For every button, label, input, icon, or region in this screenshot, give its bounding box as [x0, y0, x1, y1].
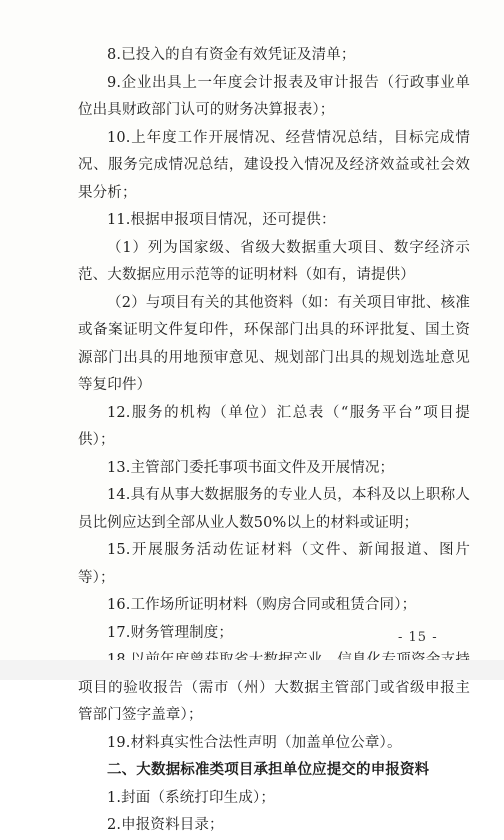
section-2-item-1: 1.封面（系统打印生成）；	[107, 789, 276, 806]
item-8: 8.已投入的自有资金有效凭证及清单；	[107, 47, 356, 63]
document-body	[78, 42, 470, 840]
item-11: 11.根据申报项目情况，还可提供：	[107, 212, 336, 228]
page-number: - 15 -	[398, 630, 438, 645]
item-9: 9.企业出具上一年度会计报表及审计报告（行政事业单位出具财政部门认可的财务决算报表）；	[78, 74, 470, 118]
item-14: 14.具有从事大数据服务的专业人员，本科及以上职称人员比例应达到全部从业人数50%以上的材料或证明；	[78, 487, 470, 531]
bottom-margin	[0, 660, 504, 680]
item-19: 19.材料真实性合法性声明（加盖单位公章）。	[107, 734, 402, 751]
item-16: 16.工作场所证明材料（购房合同或租赁合同）；	[107, 597, 417, 613]
item-17: 17.财务管理制度；	[107, 624, 234, 641]
item-11-sub-2: （2）与项目有关的其他资料（如：有关项目审批、核准或备案证明文件复印件，环保部门出具的环评批复、国土资源部门出具的用地预审意见、规划部门出具的规划选址意见等复印件）	[78, 294, 470, 393]
section-2-item-2: 2.申报资料目录；	[107, 817, 224, 833]
section-heading-2: 二、大数据标准类项目承担单位应提交的申报资料	[107, 762, 430, 778]
item-13: 13.主管部门委托事项书面文件及开展情况；	[107, 459, 395, 476]
item-11-sub-1: （1）列为国家级、省级大数据重大项目、数字经济示范、大数据应用示范等的证明材料（如有，请提供）	[78, 239, 470, 283]
item-15: 15.开展服务活动佐证材料（文件、新闻报道、图片等）；	[78, 542, 470, 586]
item-18: 项目的验收报告（需市（州）大数据主管部门或省级申报主管部门签字盖章）；	[78, 679, 470, 723]
item-10: 10.上年度工作开展情况、经营情况总结，目标完成情况、服务完成情况总结，建设投入情况及经济效益或社会效果分析；	[78, 129, 470, 201]
item-12: 12.服务的机构（单位）汇总表（“服务平台”项目提供）；	[78, 404, 470, 448]
